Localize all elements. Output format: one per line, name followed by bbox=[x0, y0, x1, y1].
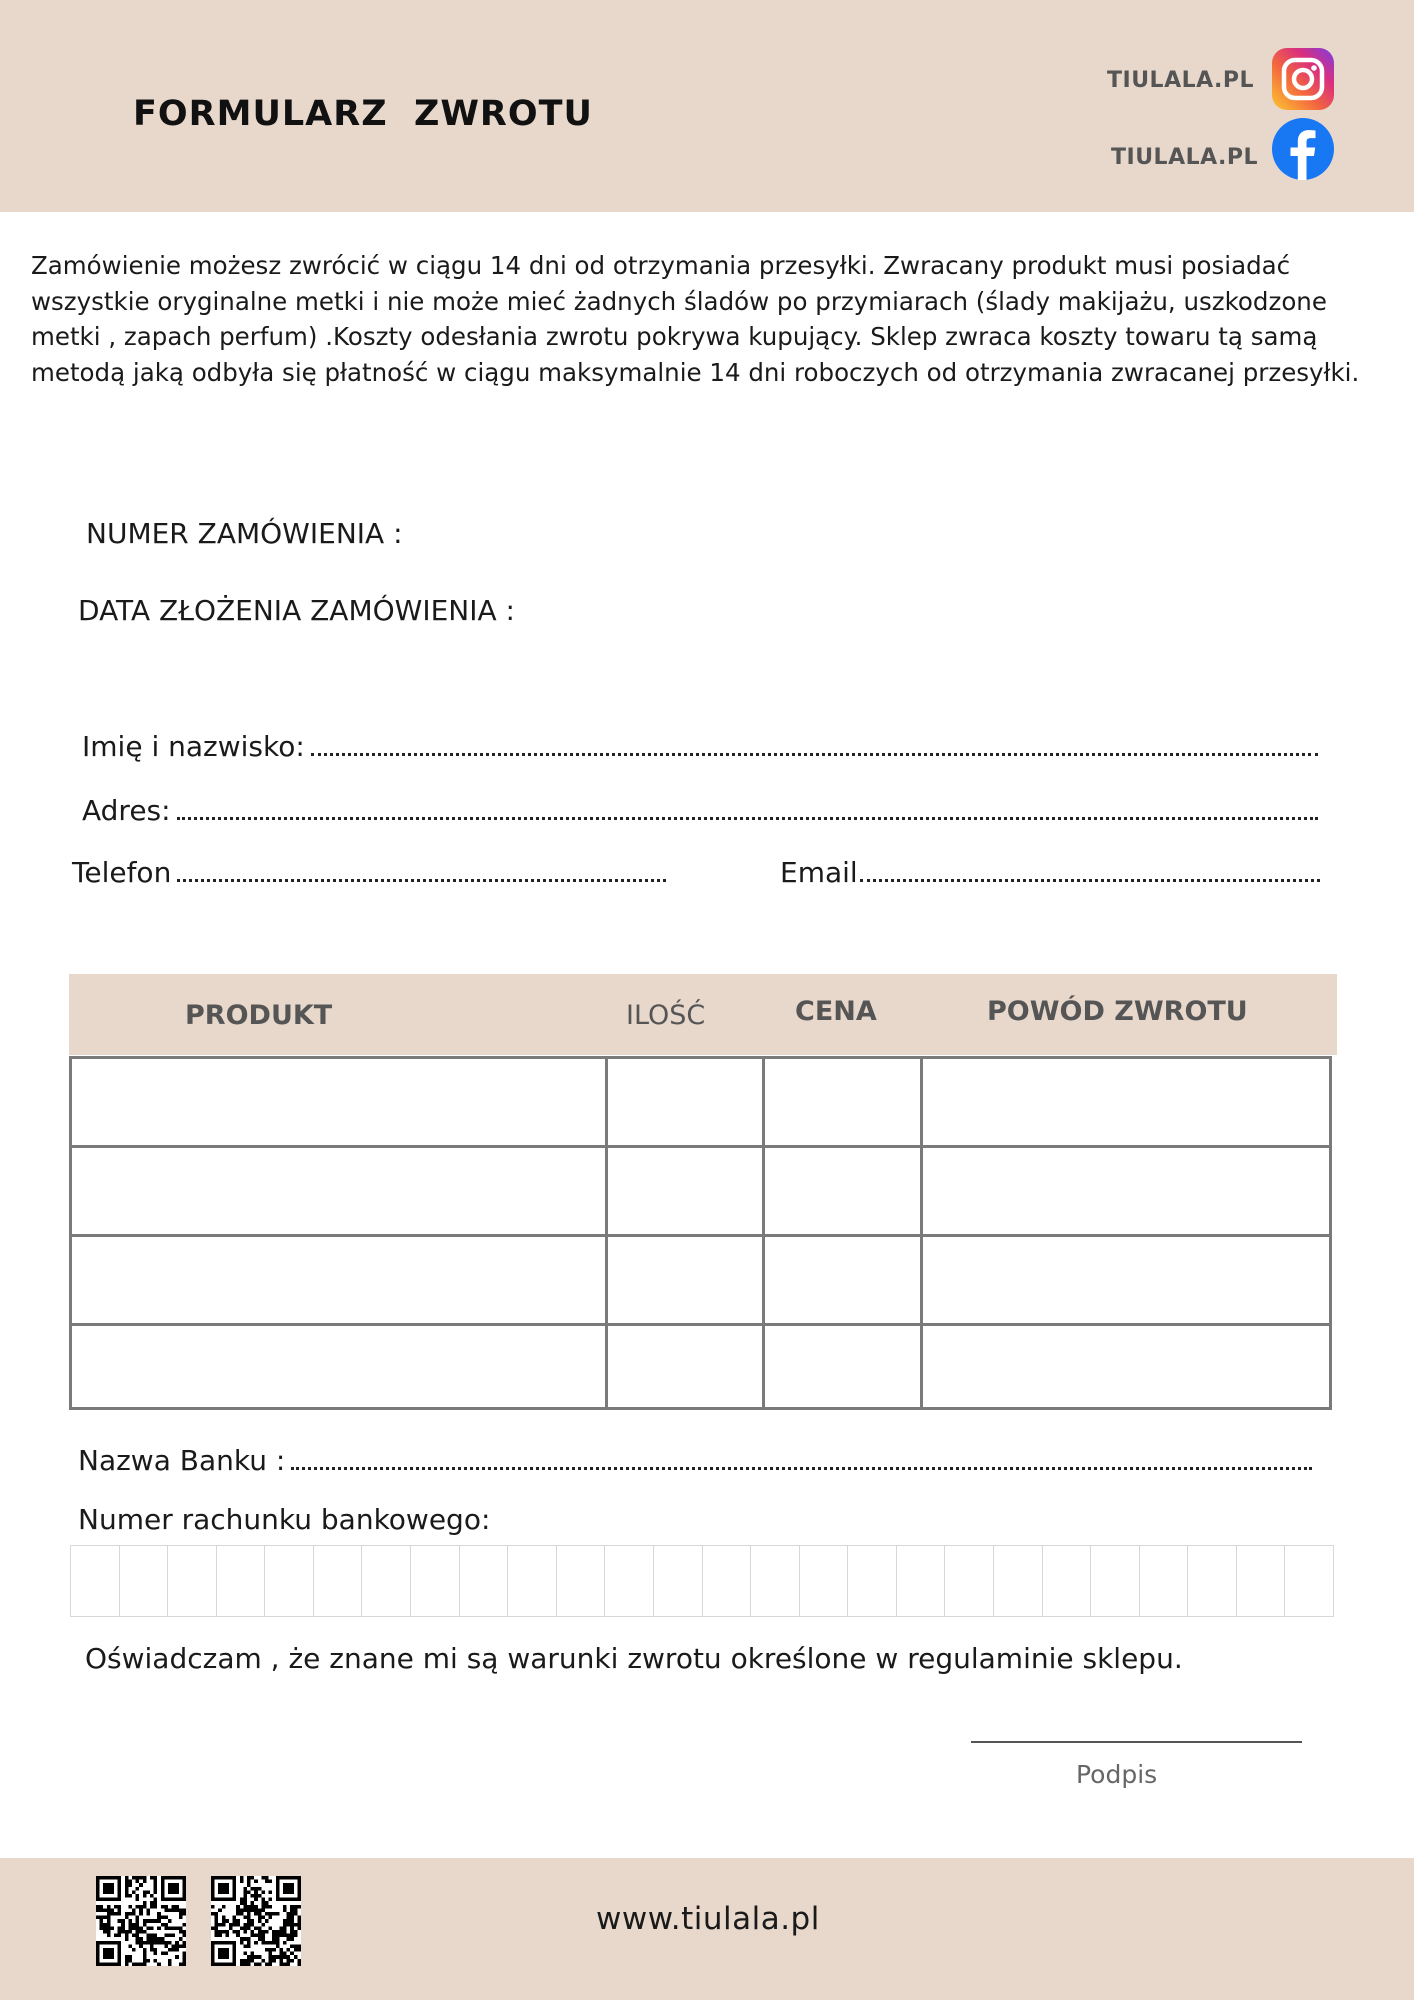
qr-code-icon[interactable] bbox=[96, 1876, 186, 1966]
account-number-boxes[interactable] bbox=[70, 1545, 1334, 1617]
account-digit-box[interactable] bbox=[557, 1546, 606, 1616]
return-policy-text: Zamówienie możesz zwrócić w ciągu 14 dni od otrzymania przesyłki. Zwracany produkt musi posiadać wszystkie oryginalne metki i nie może mieć żadnych śladów po przymiarach (ślady makijażu, uszkodzone metki , zapach perfum) .Koszty odesłania zwrotu pokrywa kupujący. Sklep zwraca koszty towaru tą samą metodą jaką odbyła się płatność w ciągu maksymalnie 14 dni roboczych od otrzymania zwracanej przesyłki. bbox=[31, 251, 1360, 387]
page-title: FORMULARZ ZWROTU bbox=[133, 94, 593, 134]
email-label: Email bbox=[780, 856, 858, 889]
account-digit-box[interactable] bbox=[994, 1546, 1043, 1616]
account-digit-box[interactable] bbox=[460, 1546, 509, 1616]
account-digit-box[interactable] bbox=[605, 1546, 654, 1616]
account-digit-box[interactable] bbox=[1285, 1546, 1333, 1616]
bank-name-dotted-line[interactable] bbox=[291, 1466, 1312, 1470]
column-divider bbox=[605, 1059, 608, 1407]
order-number-label: NUMER ZAMÓWIENIA : bbox=[86, 517, 403, 550]
name-field[interactable] bbox=[82, 730, 1318, 763]
row-divider bbox=[72, 1323, 1329, 1326]
email-field[interactable] bbox=[780, 856, 1320, 889]
address-field[interactable] bbox=[82, 794, 1318, 827]
bank-name-label: Nazwa Banku : bbox=[78, 1444, 286, 1477]
email-dotted-line[interactable] bbox=[860, 878, 1320, 882]
account-digit-box[interactable] bbox=[120, 1546, 169, 1616]
account-number-label: Numer rachunku bankowego: bbox=[78, 1503, 491, 1536]
account-digit-box[interactable] bbox=[265, 1546, 314, 1616]
column-divider bbox=[920, 1059, 923, 1407]
qr-code-icon[interactable] bbox=[211, 1876, 301, 1966]
column-header-reason: POWÓD ZWROTU bbox=[987, 996, 1248, 1027]
column-header-price: CENA bbox=[795, 996, 877, 1027]
declaration-text: Oświadczam , że znane mi są warunki zwrotu określone w regulaminie sklepu. bbox=[85, 1642, 1183, 1675]
bank-name-field[interactable] bbox=[78, 1444, 1312, 1477]
instagram-icon[interactable] bbox=[1272, 48, 1334, 110]
account-digit-box[interactable] bbox=[848, 1546, 897, 1616]
account-digit-box[interactable] bbox=[945, 1546, 994, 1616]
order-date-label: DATA ZŁOŻENIA ZAMÓWIENIA : bbox=[78, 594, 515, 627]
signature-line[interactable] bbox=[971, 1741, 1302, 1743]
column-header-product: PRODUKT bbox=[185, 1000, 333, 1031]
account-digit-box[interactable] bbox=[314, 1546, 363, 1616]
account-digit-box[interactable] bbox=[897, 1546, 946, 1616]
name-label: Imię i nazwisko: bbox=[82, 730, 305, 763]
row-divider bbox=[72, 1145, 1329, 1148]
name-dotted-line[interactable] bbox=[311, 752, 1318, 756]
product-table[interactable] bbox=[69, 1056, 1332, 1410]
account-digit-box[interactable] bbox=[1140, 1546, 1189, 1616]
column-divider bbox=[762, 1059, 765, 1407]
account-digit-box[interactable] bbox=[508, 1546, 557, 1616]
website-link[interactable]: www.tiulala.pl bbox=[596, 1901, 820, 1937]
account-digit-box[interactable] bbox=[71, 1546, 120, 1616]
row-divider bbox=[72, 1234, 1329, 1237]
account-digit-box[interactable] bbox=[703, 1546, 752, 1616]
facebook-handle[interactable]: TIULALA.PL bbox=[1111, 145, 1259, 170]
account-digit-box[interactable] bbox=[654, 1546, 703, 1616]
instagram-handle[interactable]: TIULALA.PL bbox=[1107, 68, 1255, 93]
address-label: Adres: bbox=[82, 794, 171, 827]
account-digit-box[interactable] bbox=[751, 1546, 800, 1616]
account-digit-box[interactable] bbox=[1237, 1546, 1286, 1616]
account-digit-box[interactable] bbox=[1091, 1546, 1140, 1616]
account-digit-box[interactable] bbox=[362, 1546, 411, 1616]
account-digit-box[interactable] bbox=[217, 1546, 266, 1616]
column-header-quantity: ILOŚĆ bbox=[626, 1000, 706, 1031]
account-digit-box[interactable] bbox=[1043, 1546, 1092, 1616]
phone-dotted-line[interactable] bbox=[177, 878, 666, 882]
facebook-icon[interactable] bbox=[1272, 118, 1334, 180]
address-dotted-line[interactable] bbox=[177, 816, 1318, 820]
phone-field[interactable] bbox=[72, 856, 666, 889]
account-digit-box[interactable] bbox=[411, 1546, 460, 1616]
phone-label: Telefon bbox=[72, 856, 172, 889]
signature-label: Podpis bbox=[1076, 1760, 1158, 1789]
account-digit-box[interactable] bbox=[800, 1546, 849, 1616]
account-digit-box[interactable] bbox=[168, 1546, 217, 1616]
account-digit-box[interactable] bbox=[1188, 1546, 1237, 1616]
